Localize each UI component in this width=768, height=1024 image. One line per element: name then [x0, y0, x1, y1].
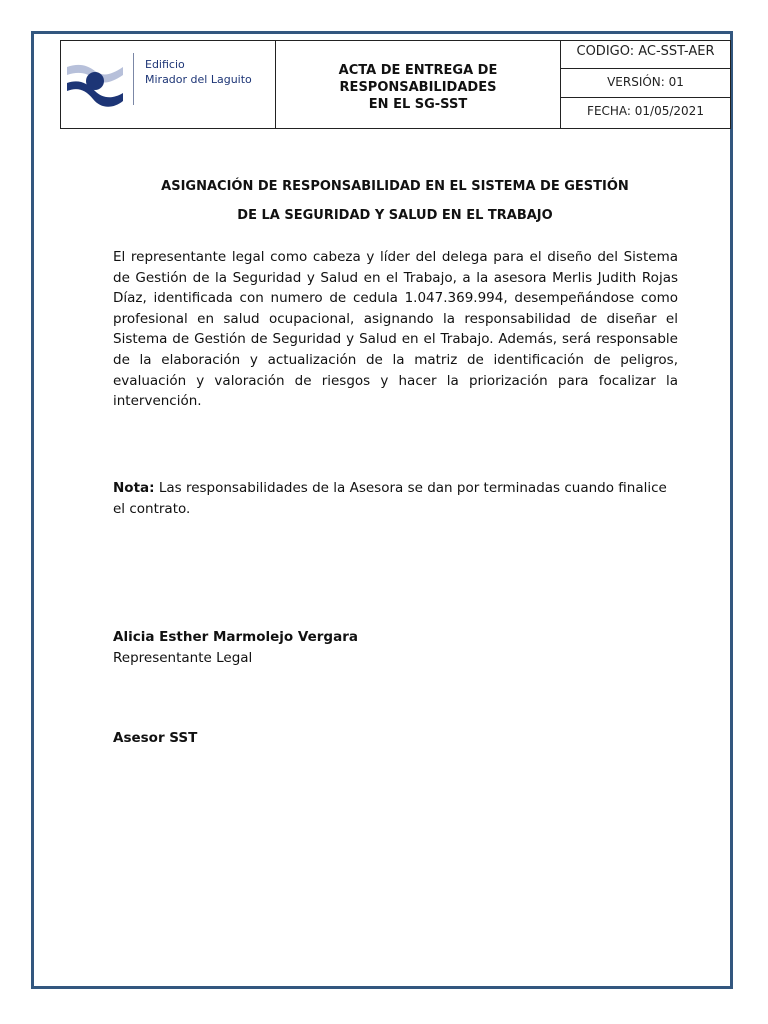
logo-divider [133, 53, 134, 105]
signer-name: Alicia Esther Marmolejo Vergara [113, 629, 358, 645]
logo-wordmark [145, 57, 252, 87]
document-meta [561, 41, 730, 128]
heading-line-1: ASIGNACIÓN DE RESPONSABILIDAD EN EL SISTEMA DE GESTIÓN [161, 179, 629, 194]
title-line-3: EN EL SG-SST [368, 97, 468, 112]
logo-line-1: Edificio [145, 58, 185, 71]
date-field: FECHA: 01/05/2021 [561, 97, 730, 126]
document-title [276, 41, 561, 128]
title-line-2: RESPONSABILIDADES [339, 80, 497, 95]
advisor-label: Asesor SST [113, 730, 198, 746]
note-paragraph [113, 478, 678, 519]
assignment-paragraph: El representante legal como cabeza y líder del delega para el diseño del Sistema de Gestión de la Seguridad y Salud en el Trabajo, a la asesora Merlis Judith Rojas Díaz, identificada con numero de cedula 1.047.369.994, desempeñándose como profesional en salud ocupacional, asignando la responsabilidad de diseñar el Sistema de Gestión de Seguridad y Salud en el Trabajo. Además, será responsable de la elaboración y actualización de la matriz de identificación de peligros, evaluación y valoración de riesgos y hacer la priorización para focalizar la intervención. [113, 249, 678, 410]
document-header [60, 40, 731, 129]
version-field: VERSIÓN: 01 [561, 68, 730, 97]
code-field: CODIGO: AC-SST-AER [576, 44, 715, 59]
title-line-1: ACTA DE ENTREGA DE [338, 63, 498, 78]
section-heading [100, 172, 690, 230]
signer-role: Representante Legal [113, 649, 253, 666]
note-text: Las responsabilidades de la Asesora se dan por terminadas cuando finalice el contrato. [113, 480, 667, 517]
logo-cell [61, 41, 276, 128]
signature-block [113, 627, 358, 668]
logo-line-2: Mirador del Laguito [145, 73, 252, 86]
note-label: Nota: [113, 480, 155, 496]
heading-line-2: DE LA SEGURIDAD Y SALUD EN EL TRABAJO [237, 208, 553, 223]
building-logo-icon [65, 53, 125, 113]
